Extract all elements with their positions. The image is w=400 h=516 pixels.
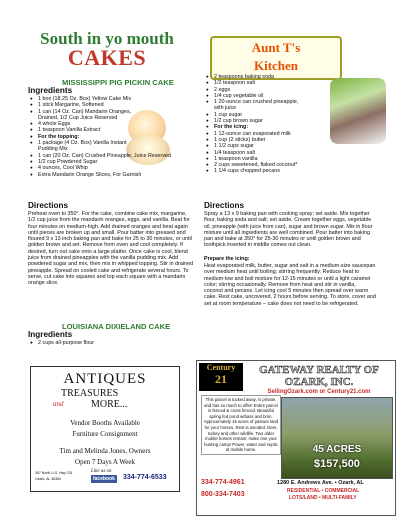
header-title-line1: South in yo mouth <box>40 29 174 48</box>
list-item: ● 1 can (14 Oz. Can) Mandarin Oranges, Drained, 1/2 Cup Juice Reserved <box>28 109 138 122</box>
list-item: ● 4 ounces, Cool Whip <box>28 165 163 171</box>
recipe2-directions: Spray a 13 x 9 baking pan with cooking spray; set aside. Mix together flour, baking soda and salt; set aside. Cream together eggs, vegetable oil, pineapple (with juice from can), sugar and brown sugar. Mix in flour mixture until all ingredients are well combined. Pour batter into baking pan and bake at 350° for 25-30 minutes or until golden brown and toothpick inserted in middle comes out clean. <box>204 211 373 249</box>
antiques-hours: Open 7 Days A Week <box>75 458 135 466</box>
recipe2-title: LOUISIANA DIXIELAND CAKE <box>62 322 171 331</box>
recipe1-ingredients-list <box>28 96 172 178</box>
list-item: ● 1/4 teaspoon salt <box>204 150 328 156</box>
list-item: ● 1 can (20 Oz. Can) Crushed Pineapple, Juice Reserved <box>28 153 188 159</box>
list-item: ● 1 20-ounce can crushed pineapple, with juice <box>204 99 309 112</box>
recipe2-first-ingredient <box>28 340 188 346</box>
century21-logo <box>199 363 243 391</box>
antiques-phone: 334-774-6533 <box>123 474 167 481</box>
list-item: ● Extra Mandarin Orange Slices, For Garnish <box>28 172 208 178</box>
recipe2-directions-heading: Directions <box>204 201 245 210</box>
antiques-more: MORE... <box>91 399 128 410</box>
realty-phone1: 334-774-4961 <box>201 479 245 486</box>
realty-ad <box>196 360 396 516</box>
list-item: ● 1 stick Margarine, Softened <box>28 102 163 108</box>
realty-address: 1280 E. Andrews Ave. • Ozark, AL <box>277 480 364 486</box>
list-item: ● 2 cups sweetened, flaked coconut* <box>204 162 364 168</box>
header-title-line2: CAKES <box>67 45 147 70</box>
realty-land-photo <box>281 397 393 479</box>
realty-acres: 45 ACRES <box>312 444 362 455</box>
aunt-line1: Aunt T's <box>251 40 301 55</box>
antiques-like: Like us on <box>91 469 112 474</box>
recipe2-icing-directions: Heat evaporated milk, butter, sugar and salt in a medium-size saucepan over medium heat until boiling; stirring frequently. Reduce heat to medium-low and boil mixture for 12-15 minutes or until a light caramel color; stirring occasionally. Remove from heat and stir in vanilla, coconut and pecans. Let icing cool 5 minutes then spread over warm cake. Rest cake, uncovered, 2 hours before serving. To store, cover and set at room temperature – cake does not need to be refrigerated. <box>204 263 376 307</box>
realty-title: GATEWAY REALTY OF OZARK, INC. <box>259 364 379 388</box>
realty-phone2: 800-334-7403 <box>201 491 245 498</box>
century-text: Century <box>206 363 236 372</box>
list-item: ● For the topping: <box>28 134 163 140</box>
realty-tagline2: LOTS/LAND • MULTI-FAMILY <box>289 495 357 501</box>
century-num: 21 <box>215 372 227 386</box>
list-item: ● 1/2 teaspoon salt <box>204 80 328 86</box>
realty-tagline1: RESIDENTIAL • COMMERCIAL <box>287 488 360 494</box>
realty-websites: SellingOzark.com or Century21.com <box>267 389 371 395</box>
realty-price: $157,500 <box>314 458 360 470</box>
aunt-line2: Kitchen <box>253 58 299 73</box>
list-item: ● 1 cup (2 sticks) butter <box>204 137 328 143</box>
list-item: ● 2 teaspoons baking soda <box>204 74 328 80</box>
antiques-address1: 367 North U.S. Hwy 231 <box>35 471 73 475</box>
list-item: ● 1/2 cup brown sugar <box>204 118 328 124</box>
list-item: ● 1 teaspoon Vanilla Extract <box>28 127 163 133</box>
dixieland-cake-photo <box>330 78 386 144</box>
recipe1-directions-heading: Directions <box>28 201 69 210</box>
recipe2-icing-heading: Prepare the icing: <box>204 256 250 262</box>
list-item: ● 1/4 cup vegetable oil <box>204 93 328 99</box>
recipe1-ingredients-heading: Ingredients <box>28 86 73 95</box>
antiques-owners: Tim and Melinda Jones, Owners <box>59 447 151 455</box>
antiques-line1: Vendor Booths Available <box>70 419 140 427</box>
recipe1-directions: Preheat oven to 350°. For the cake, combine cake mix, margarine, 1/2 cup juice from the mandarin oranges, eggs, and vanilla. Beat for four minutes on medium-high. Add drained oranges and beat again until pieces are broken up and small. Pour batter into greased and floured 9 x 13 inch baking pan and bake for 25 to 30 minutes, or until golden brown and set. Remove from oven and cool completely. If desired, turn out cake onto a large platter. Once cake is cool, blend juice from drained pineapples with the vanilla pudding mix. Add powdered sugar and mix, then mix in whipped topping. Stir in drained pineapple. Spread on cooled cake and refrigerate several hours. To serve, cut cake into squares and top each square with a mandarin orange slice. <box>28 211 194 287</box>
antiques-treasures: TREASURES <box>61 388 119 399</box>
list-item: ● 2 eggs <box>204 87 328 93</box>
list-item: ● For the icing: <box>204 124 328 130</box>
recipe2-ingredients-list <box>204 74 328 175</box>
list-item: ● 4 whole Eggs <box>28 121 163 127</box>
antiques-address2: Ozark, AL 36360 <box>35 477 61 481</box>
antiques-line2: Furniture Consignment <box>72 430 138 438</box>
list-item: ● 2 cups all-purpose flour <box>28 340 188 346</box>
list-item: ● 1 cup sugar <box>204 112 328 118</box>
list-item: ● 1 1/2 cups sugar <box>204 143 328 149</box>
antiques-title: ANTIQUES <box>63 371 147 387</box>
list-item: ● 1 1/4 cups chopped pecans <box>204 168 328 174</box>
list-item: ● 1 teaspoon vanilla <box>204 156 328 162</box>
facebook-icon: facebook <box>93 476 115 482</box>
list-item: ● 1 box (18.25 Oz. Box) Yellow Cake Mix <box>28 96 163 102</box>
list-item: ● 1 package (4 Oz. Box) Vanilla Instant Pudding Mix <box>28 140 138 153</box>
antiques-ad <box>30 366 180 492</box>
antiques-and: and <box>53 400 64 408</box>
recipe1-title: MISSISSIPPI PIG PICKIN CAKE <box>62 78 174 87</box>
realty-description: This parcel is tucked away, is private, and has so much to offer! Entire parcel is fenced & cross fenced. Beautiful spring fed pond w/bass and brim. Approximately 15 acres of pasture land for your horses. Rest is wooded. Deer, turkey and other wildlife. Two older mobile homes remain; make one your hunting camp! Power, water and septic at mobile home. <box>201 395 281 455</box>
recipe2-ingredients-heading: Ingredients <box>28 330 73 339</box>
list-item: ● 1/2 cup Powdered Sugar <box>28 159 163 165</box>
list-item: ● 1 12-ounce can evaporated milk <box>204 131 328 137</box>
